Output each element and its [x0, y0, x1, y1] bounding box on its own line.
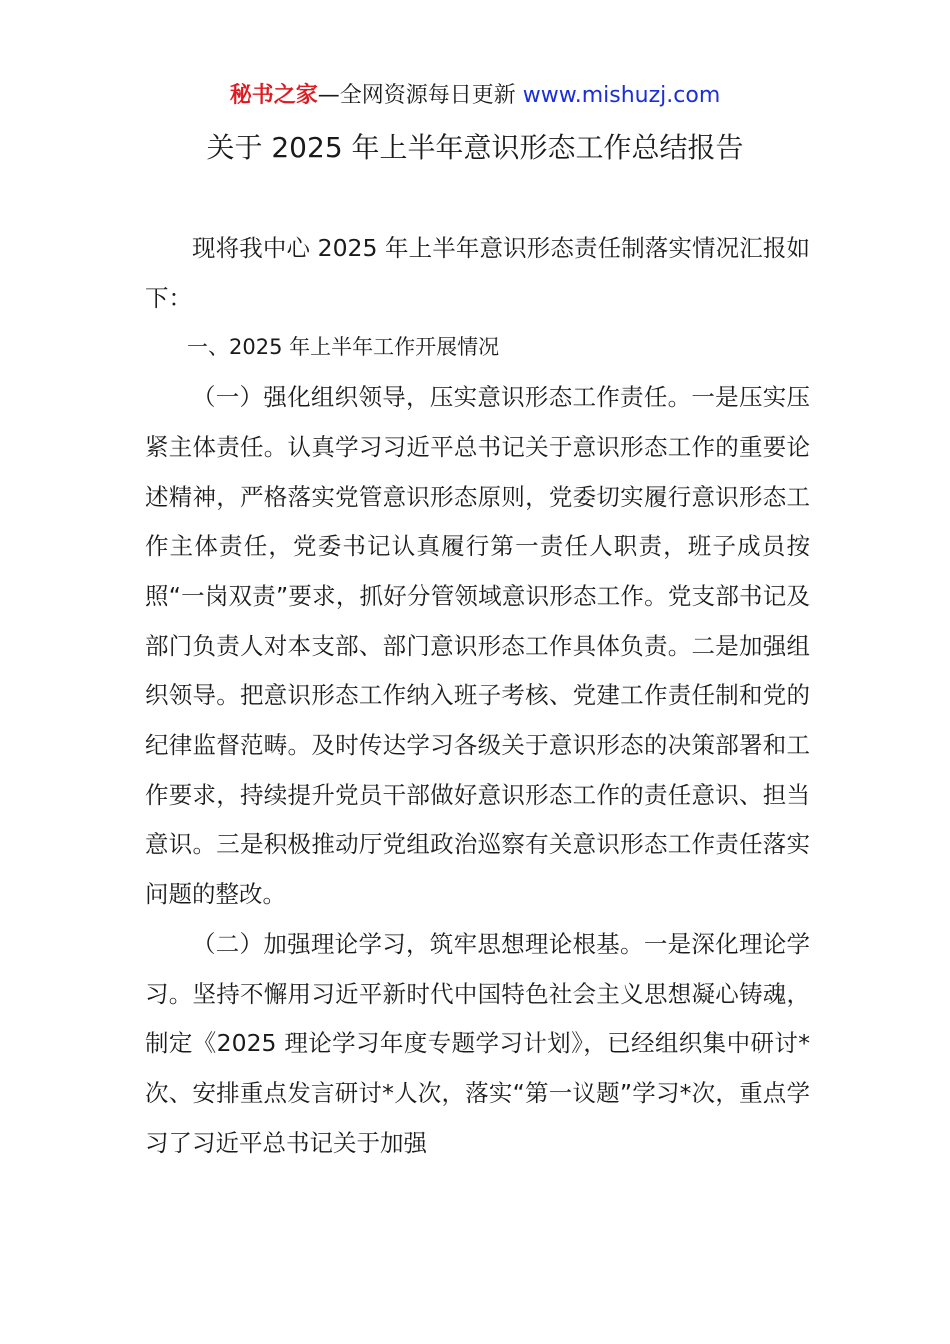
intro-paragraph: 现将我中心 2025 年上半年意识形态责任制落实情况汇报如下：: [145, 234, 810, 312]
brand-name: 秘书之家: [229, 83, 318, 108]
site-url-link[interactable]: www.mishuzj.com: [522, 83, 721, 108]
document-title: 关于 2025 年上半年意识形态工作总结报告: [206, 131, 744, 164]
site-header: [0, 80, 950, 112]
header-tagline: —全网资源每日更新: [317, 83, 523, 108]
section-heading: 一、2025 年上半年工作开展情况: [187, 335, 500, 360]
body-paragraph: （一）强化组织领导，压实意识形态工作责任。一是压实压紧主体责任。认真学习习近平总书记关于意识形态工作的重要论述精神，严格落实党管意识形态原则，党委切实履行意识形态工作主体责任，党委书记认真履行第一责任人职责，班子成员按照“一岗双责”要求，抓好分管领域意识形态工作。党支部书记及部门负责人对本支部、部门意识形态工作具体负责。二是加强组织领导。把意识形态工作纳入班子考核、党建工作责任制和党的纪律监督范畴。及时传达学习各级关于意识形态的决策部署和工作要求，持续提升党员干部做好意识形态工作的责任意识、担当意识。三是积极推动厅党组政治巡察有关意识形态工作责任落实问题的整改。: [145, 383, 810, 909]
body-paragraph: （二）加强理论学习，筑牢思想理论根基。一是深化理论学习。坚持不懈用习近平新时代中国特色社会主义思想凝心铸魂，制定《2025 理论学习年度专题学习计划》，已经组织集中研讨*次、安排重点发言研讨*人次，落实“第一议题”学习*次，重点学习了习近平总书记关于加强: [145, 929, 810, 1157]
document-body: [145, 224, 810, 1168]
